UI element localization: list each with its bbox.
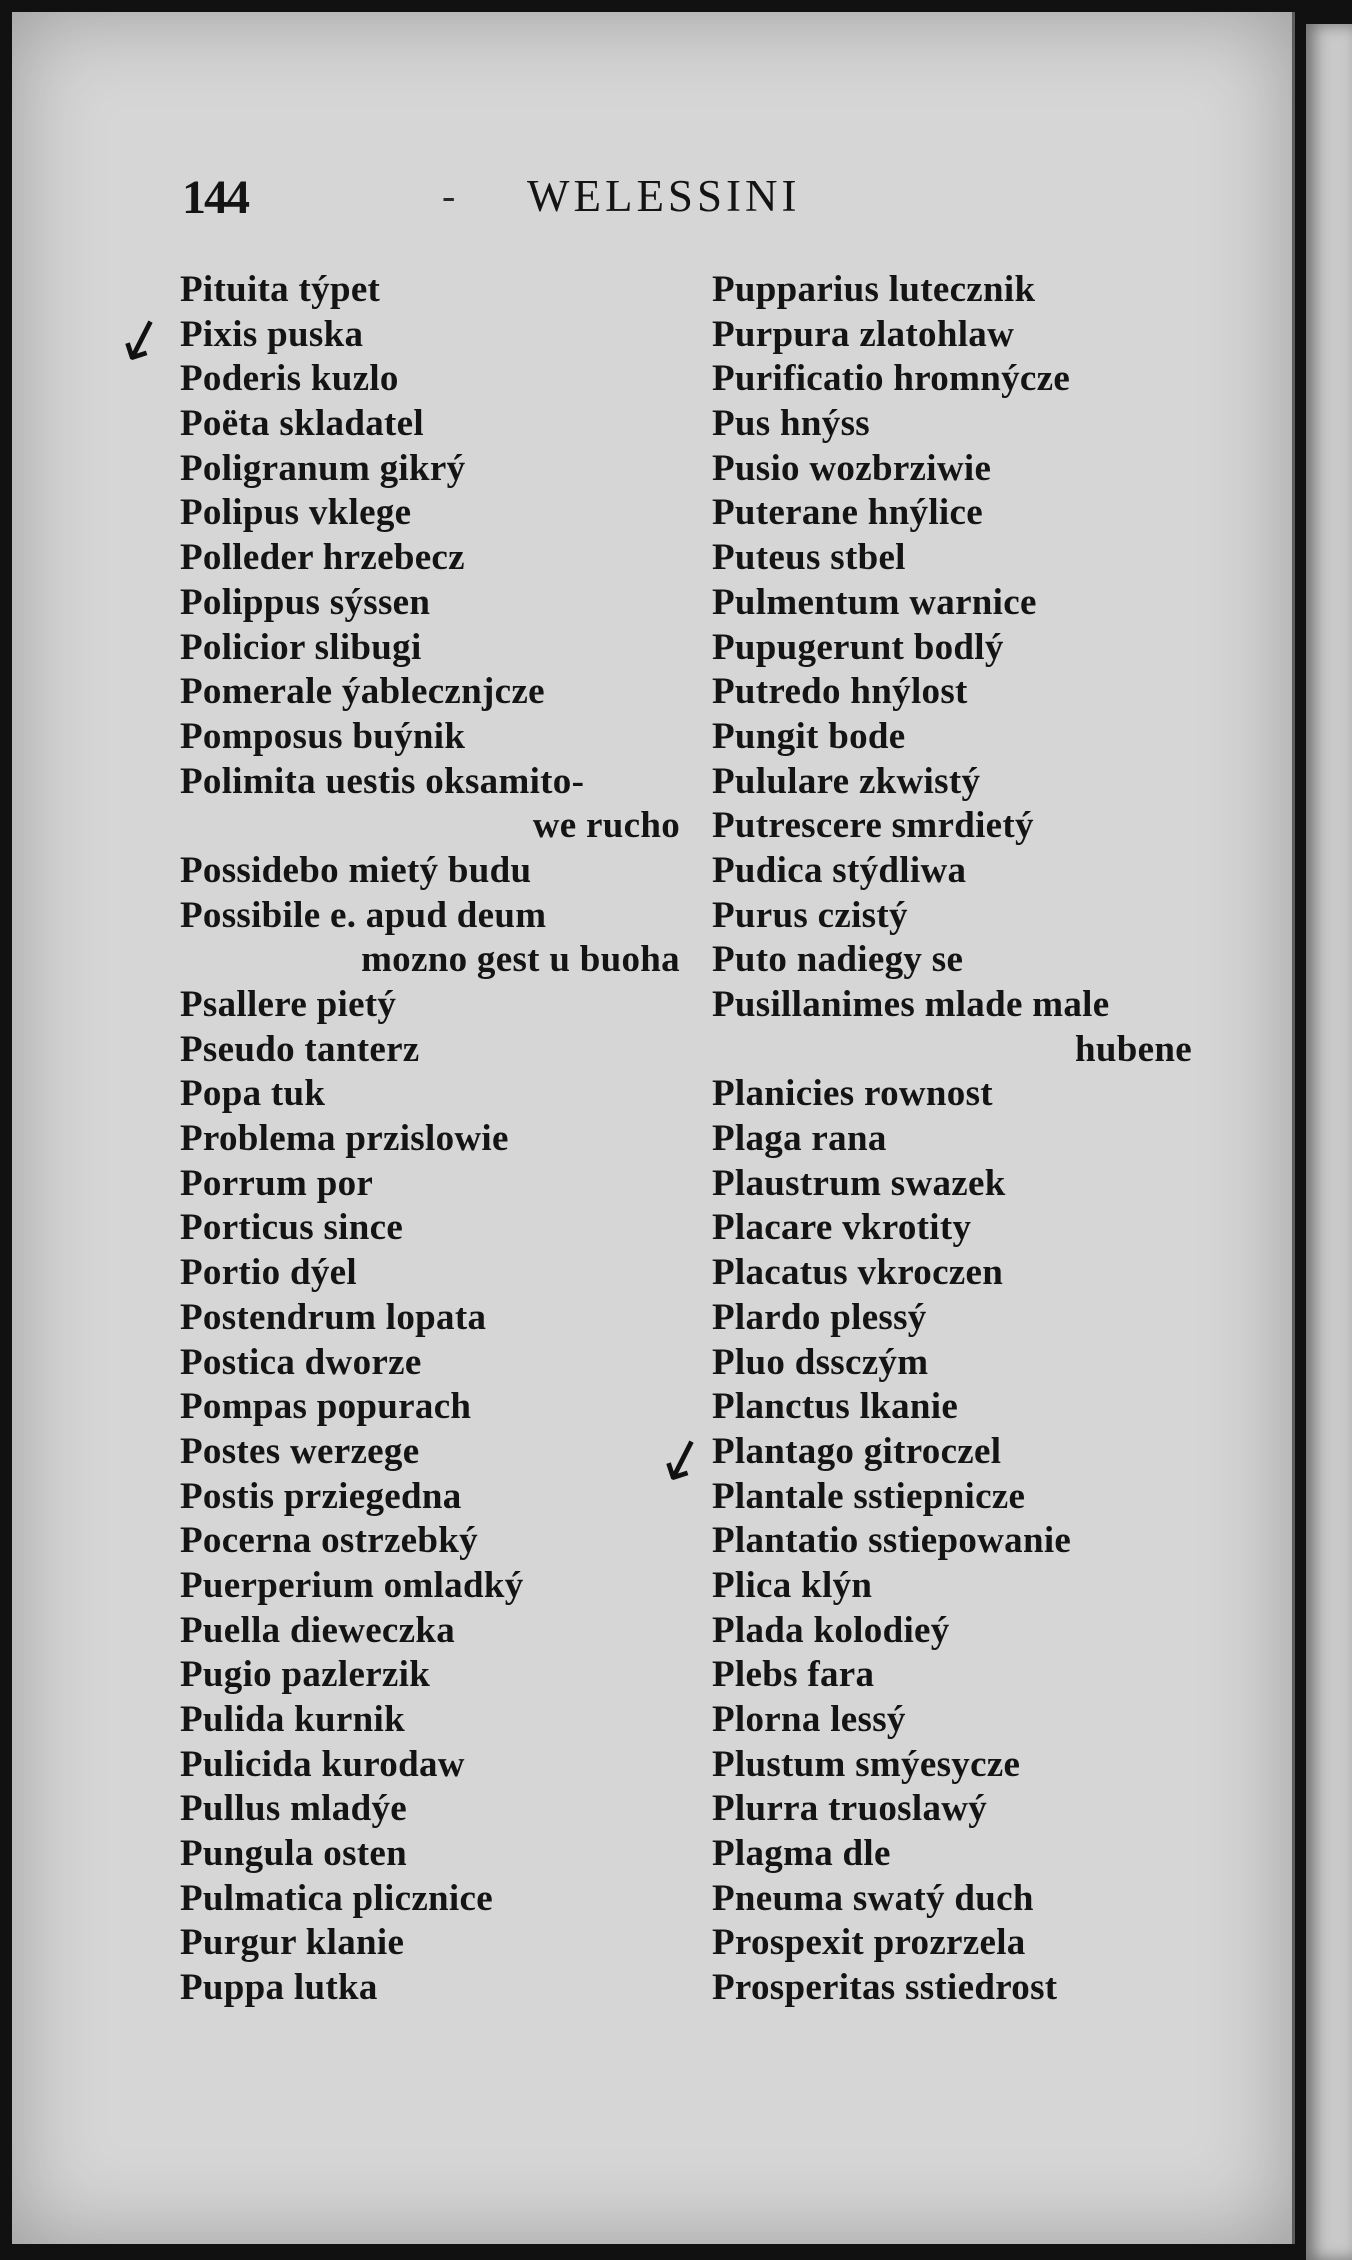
dictionary-entry: Polleder hrzebecz xyxy=(180,537,465,579)
dictionary-entry: Plantatio sstiepowanie xyxy=(712,1520,1072,1562)
dictionary-entry: Pupparius lutecznik xyxy=(712,269,1036,310)
dictionary-entry: Portio dýel xyxy=(180,1252,357,1294)
dictionary-entry: Pungula osten xyxy=(180,1833,407,1875)
dictionary-entry: Pulicida kurodaw xyxy=(180,1743,465,1785)
dictionary-entry: Plagma dle xyxy=(712,1833,891,1875)
dictionary-entry: Postes werzege xyxy=(180,1430,420,1472)
dictionary-entry: Possibile e. apud deum xyxy=(180,894,547,936)
dictionary-entry: Puto nadiegy se xyxy=(712,939,964,981)
dictionary-entry: Polipus vklege xyxy=(180,492,412,534)
dictionary-entry: Poligranum gikrý xyxy=(180,447,466,489)
dictionary-entry: Pulmentum warnice xyxy=(712,581,1037,623)
dictionary-entry: Pseudo tanterz xyxy=(180,1028,420,1070)
dictionary-entry: Poderis kuzlo xyxy=(180,358,399,400)
adjacent-page-edge xyxy=(1306,24,1352,2260)
dictionary-entry: Pupugerunt bodlý xyxy=(712,626,1004,668)
running-head: WELESSINI xyxy=(527,171,801,221)
dictionary-entry: Plantale sstiepnicze xyxy=(712,1475,1026,1517)
dictionary-entry: Pungit bode xyxy=(712,715,906,757)
dictionary-entry: Puteus stbel xyxy=(712,537,906,579)
dictionary-entry-continuation: mozno gest u buoha xyxy=(361,939,680,981)
dictionary-entry: Postica dworze xyxy=(180,1341,422,1383)
dictionary-entry: Pullus mladýe xyxy=(180,1788,407,1830)
dictionary-entry: Plebs fara xyxy=(712,1654,875,1696)
dictionary-entry: Placare vkrotity xyxy=(712,1207,972,1249)
dictionary-entry: Pluo dssczým xyxy=(712,1341,929,1383)
dictionary-entry: Purus czistý xyxy=(712,894,908,936)
dictionary-entry: Pululare zkwistý xyxy=(712,760,981,802)
dictionary-entry: Plardo plessý xyxy=(712,1296,927,1338)
dictionary-entry: Plaustrum swazek xyxy=(712,1162,1006,1204)
dictionary-entry: Pulida kurnik xyxy=(180,1699,405,1740)
dictionary-entry: Pomerale ýablecznjcze xyxy=(180,671,545,713)
handwritten-tick-mark-right: ↙ xyxy=(647,1418,715,1498)
left-column xyxy=(180,268,680,2011)
dictionary-entry: Prospexit prozrzela xyxy=(712,1922,1026,1964)
dictionary-entry: Porrum por xyxy=(180,1162,374,1204)
dictionary-entry: Popa tuk xyxy=(180,1073,326,1115)
dictionary-entry: Purgur klanie xyxy=(180,1922,405,1964)
right-column xyxy=(712,268,1192,2011)
dictionary-entry: Poëta skladatel xyxy=(180,403,424,445)
dictionary-page-sheet xyxy=(12,12,1295,2244)
dictionary-entry: Porticus since xyxy=(180,1207,404,1249)
dictionary-entry: Puella dieweczka xyxy=(180,1609,456,1651)
dictionary-entry: Puterane hnýlice xyxy=(712,492,983,534)
dictionary-entry: Pudica stýdliwa xyxy=(712,849,967,891)
dictionary-entry: Pusillanimes mlade male xyxy=(712,984,1110,1025)
dictionary-entry: Pocerna ostrzebký xyxy=(180,1520,478,1562)
dictionary-entry: Pusio wozbrziwie xyxy=(712,447,992,489)
dictionary-entry: Pulmatica plicznice xyxy=(180,1877,493,1919)
dictionary-entry: Pneuma swatý duch xyxy=(712,1877,1034,1919)
dictionary-entry: Pugio pazlerzik xyxy=(180,1654,431,1696)
dictionary-entry: Purpura zlatohlaw xyxy=(712,313,1015,355)
dictionary-entry: Pus hnýss xyxy=(712,403,870,445)
dictionary-entry: Pixis puska xyxy=(180,313,364,355)
dictionary-entry: Putredo hnýlost xyxy=(712,671,968,713)
dictionary-entry: Plada kolodieý xyxy=(712,1609,950,1651)
dictionary-entry: Plica klýn xyxy=(712,1564,873,1606)
dictionary-entry: Problema przislowie xyxy=(180,1118,509,1160)
dictionary-entry: Planctus lkanie xyxy=(712,1386,959,1428)
dictionary-entry-continuation: hubene xyxy=(1075,1028,1192,1070)
dictionary-entry: Pompas popurach xyxy=(180,1386,472,1428)
dictionary-entry: Plustum smýesycze xyxy=(712,1743,1021,1785)
dictionary-entry: Polimita uestis oksamito- xyxy=(180,760,585,802)
dictionary-entry: Purificatio hromnýcze xyxy=(712,358,1071,400)
dictionary-entry: Possidebo mietý budu xyxy=(180,849,532,891)
dictionary-entry: Puerperium omladký xyxy=(180,1564,524,1606)
dictionary-entry: Pituita týpet xyxy=(180,269,381,310)
dictionary-entry: Psallere pietý xyxy=(180,984,397,1025)
dictionary-entry: Postis prziegedna xyxy=(180,1475,462,1517)
dictionary-entry: Placatus vkroczen xyxy=(712,1252,1004,1294)
dictionary-entry: Plaga rana xyxy=(712,1118,887,1160)
dictionary-entry: Plantago gitroczel xyxy=(712,1430,1002,1472)
header-dash: - xyxy=(442,173,456,218)
dictionary-entry: Plorna lessý xyxy=(712,1699,906,1740)
dictionary-entry: Prosperitas sstiedrost xyxy=(712,1967,1058,2009)
dictionary-entry: Polippus sýssen xyxy=(180,581,431,623)
page-number: 144 xyxy=(182,171,248,224)
dictionary-entry: Planicies rownost xyxy=(712,1073,993,1115)
dictionary-entry: Pomposus buýnik xyxy=(180,715,466,757)
dictionary-entry: Policior slibugi xyxy=(180,626,422,668)
dictionary-entry: Putrescere smrdietý xyxy=(712,805,1034,847)
dictionary-entry: Postendrum lopata xyxy=(180,1296,487,1338)
dictionary-entry-continuation: we rucho xyxy=(532,805,680,847)
dictionary-entry: Puppa lutka xyxy=(180,1967,378,2009)
handwritten-tick-mark-left: ↙ xyxy=(106,298,174,378)
dictionary-entry: Plurra truoslawý xyxy=(712,1788,988,1830)
